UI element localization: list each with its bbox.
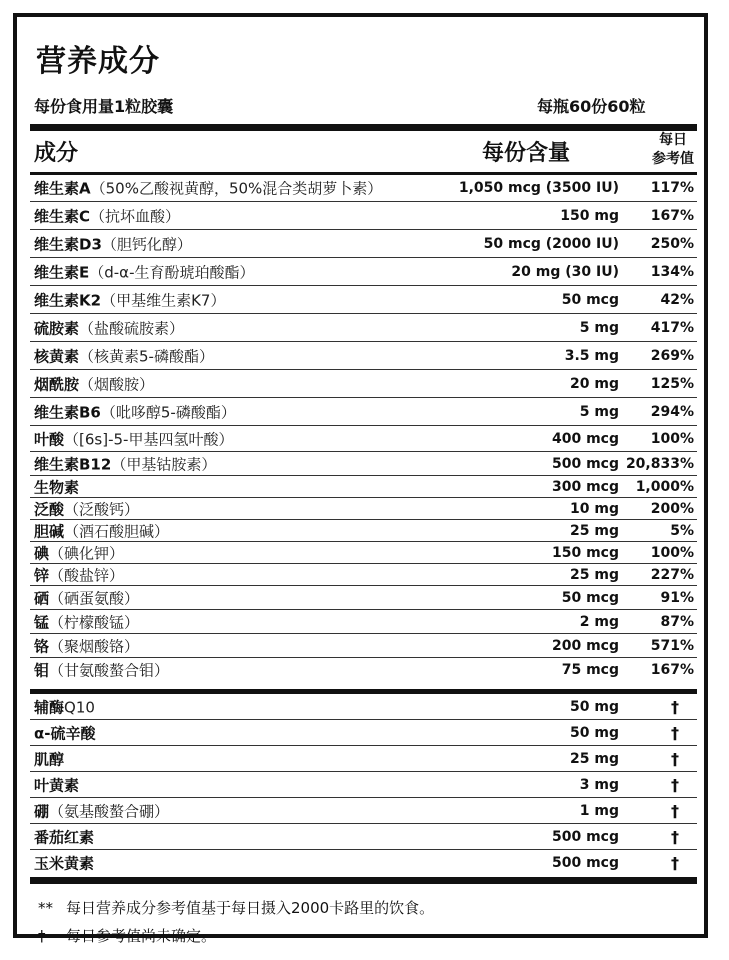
dagger-mark: † — [671, 853, 679, 873]
dagger-mark: † — [671, 827, 679, 846]
ingredient-source: Q10 — [64, 698, 95, 716]
nutrient-row — [30, 634, 697, 658]
ingredient-name: 维生素A — [34, 179, 91, 198]
nutrient-row — [30, 370, 697, 398]
other-ingredient-row — [30, 746, 697, 772]
nutrient-row — [30, 542, 697, 564]
amount-per-serving: 500 mcg — [551, 455, 619, 472]
ingredient-source: （盐酸硫胺素） — [79, 319, 185, 337]
ingredient-source: （甘氨酸螯合钼） — [49, 661, 170, 680]
ingredient-source: （酸盐锌） — [49, 566, 125, 584]
nutrient-row — [30, 230, 697, 258]
ingredient-name-cell — [34, 722, 96, 743]
daily-value-percent: 20,833% — [625, 455, 694, 472]
ingredient-source: （[6s]-5-甲基四氢叶酸） — [64, 430, 234, 448]
nutrient-row — [30, 452, 697, 476]
other-ingredient-row — [30, 694, 697, 720]
ingredient-name: 硒 — [34, 589, 50, 607]
ingredient-source: （聚烟酸铬） — [49, 637, 140, 655]
ingredient-source: （核黄素5-磷酸酯） — [79, 347, 214, 365]
ingredient-name: 泛酸 — [34, 500, 65, 518]
nutrient-row — [30, 658, 697, 682]
ingredient-name: 碘 — [34, 544, 50, 562]
amount-per-serving: 25 mg — [570, 566, 619, 583]
footnote-dv-not-established — [38, 925, 216, 946]
other-ingredient-row — [30, 720, 697, 746]
ingredient-name-cell — [34, 564, 124, 585]
ingredient-source: （烟酸胺） — [79, 375, 155, 393]
ingredient-name: 核黄素 — [34, 347, 80, 365]
daily-value-percent: 417% — [650, 319, 694, 336]
ingredient-name-cell — [34, 696, 95, 717]
dagger-mark: † — [671, 749, 679, 768]
other-ingredient-row — [30, 772, 697, 798]
nutrient-row — [30, 314, 697, 342]
amount-per-serving: 20 mg (30 IU) — [511, 263, 619, 280]
daily-value-percent: 227% — [650, 566, 694, 583]
ingredient-name: 叶黄素 — [34, 776, 80, 794]
ingredient-source: （硒蛋氨酸） — [49, 589, 140, 607]
ingredient-name: 胆碱 — [34, 522, 65, 540]
amount-per-serving: 5 mg — [579, 319, 619, 336]
ingredient-name: 番茄红素 — [34, 828, 95, 846]
daily-value-percent: 167% — [650, 207, 694, 224]
header-amount: 每份含量 — [482, 141, 571, 166]
daily-value-percent: 200% — [650, 500, 694, 517]
top-thick-rule — [30, 124, 697, 131]
daily-value-percent: 42% — [660, 291, 694, 308]
nutrient-row — [30, 564, 697, 586]
amount-per-serving: 50 mcg — [561, 589, 619, 606]
header-ingredient: 成分 — [34, 141, 79, 166]
daily-value-percent: 125% — [650, 375, 694, 392]
amount-per-serving: 400 mcg — [551, 430, 619, 447]
amount-per-serving: 500 mcg — [551, 855, 619, 871]
ingredient-source: （d-α-生育酚琥珀酸酯） — [89, 263, 255, 281]
dagger-mark: † — [671, 697, 679, 716]
nutrient-row — [30, 286, 697, 314]
dagger-mark: † — [671, 723, 679, 742]
ingredient-name-cell — [34, 428, 233, 449]
ingredient-source: （50%乙酸视黄醇，50%混合类胡萝卜素） — [90, 179, 383, 198]
page-title: 营养成分 — [36, 44, 160, 79]
ingredient-name-cell — [34, 800, 169, 821]
amount-per-serving: 10 mg — [570, 500, 619, 517]
nutrient-row — [30, 342, 697, 370]
ingredient-name-cell — [34, 289, 225, 310]
ingredient-name: 维生素D3 — [34, 235, 102, 253]
ingredient-name-cell — [34, 635, 139, 656]
ingredient-name-cell — [34, 317, 184, 338]
nutrient-row — [30, 258, 697, 286]
amount-per-serving: 5 mg — [579, 403, 619, 420]
ingredient-name: 硫胺素 — [34, 319, 80, 337]
daily-value-percent: 269% — [650, 347, 694, 364]
daily-value-percent: 250% — [650, 235, 694, 252]
amount-per-serving: 3.5 mg — [564, 347, 619, 364]
dagger-mark: † — [671, 775, 679, 794]
ingredient-name: 铬 — [34, 637, 50, 655]
other-ingredient-row — [30, 850, 697, 876]
ingredient-name-cell — [34, 453, 216, 474]
footnote-text: 每日参考值尚未确定。 — [66, 927, 217, 945]
bottom-thick-rule — [30, 877, 697, 884]
other-ingredient-row — [30, 798, 697, 824]
amount-per-serving: 500 mcg — [551, 828, 619, 845]
nutrient-row — [30, 498, 697, 520]
ingredient-name-cell — [34, 476, 79, 497]
ingredient-name-cell — [34, 748, 64, 769]
ingredient-name: 锌 — [34, 566, 50, 584]
ingredient-name: α-硫辛酸 — [34, 724, 96, 742]
amount-per-serving: 50 mcg — [561, 291, 619, 308]
ingredient-name-cell — [34, 178, 382, 199]
nutrient-row — [30, 476, 697, 498]
nutrient-row — [30, 520, 697, 542]
amount-per-serving: 150 mcg — [551, 544, 619, 561]
ingredient-name-cell — [34, 233, 192, 254]
amount-per-serving: 50 mcg (2000 IU) — [483, 235, 619, 252]
nutrient-row — [30, 398, 697, 426]
nutrient-table — [30, 175, 697, 682]
ingredient-name: 烟酰胺 — [34, 375, 80, 393]
ingredient-name-cell — [34, 542, 124, 563]
ingredient-name-cell — [34, 261, 255, 282]
amount-per-serving: 200 mcg — [551, 637, 619, 654]
daily-value-percent: 87% — [660, 613, 694, 630]
ingredient-source: （酒石酸胆碱） — [64, 522, 170, 540]
footnote-text: 每日营养成分参考值基于每日摄入2000卡路里的饮食。 — [66, 899, 435, 917]
ingredient-source: （胆钙化醇） — [101, 235, 192, 253]
nutrient-row — [30, 610, 697, 634]
ingredient-name-cell — [34, 826, 94, 847]
amount-per-serving: 75 mcg — [561, 662, 619, 678]
ingredient-source: （氨基酸螯合硼） — [49, 802, 170, 820]
ingredient-source: （甲基维生素K7） — [101, 291, 226, 309]
amount-per-serving: 25 mg — [570, 522, 619, 539]
amount-per-serving: 20 mg — [570, 375, 619, 392]
ingredient-name-cell — [34, 498, 139, 519]
nutrient-row — [30, 586, 697, 610]
amount-per-serving: 2 mg — [579, 613, 619, 630]
nutrient-row — [30, 175, 697, 202]
ingredient-name: 维生素B6 — [34, 403, 101, 421]
ingredient-name: 维生素C — [34, 207, 91, 225]
ingredient-source: （吡哆醇5-磷酸酯） — [100, 403, 236, 421]
amount-per-serving: 1 mg — [579, 802, 619, 819]
amount-per-serving: 3 mg — [579, 776, 619, 793]
amount-per-serving: 300 mcg — [551, 478, 619, 495]
amount-per-serving: 1,050 mcg (3500 IU) — [458, 180, 619, 196]
amount-per-serving: 150 mg — [560, 207, 619, 224]
ingredient-name: 辅酶 — [34, 698, 65, 716]
dagger-mark: † — [671, 801, 679, 820]
ingredient-name: 硼 — [34, 802, 50, 820]
nutrient-row — [30, 426, 697, 452]
ingredient-name: 叶酸 — [34, 430, 65, 448]
ingredient-source: （柠檬酸锰） — [49, 613, 140, 631]
ingredient-name-cell — [34, 660, 169, 681]
daily-value-percent: 91% — [660, 589, 694, 606]
ingredient-name: 维生素B12 — [34, 455, 112, 473]
ingredient-source: （泛酸钙） — [64, 500, 140, 518]
ingredient-name-cell — [34, 205, 180, 226]
nutrient-row — [30, 202, 697, 230]
header-dv-line2: 参考值 — [652, 151, 694, 167]
ingredient-name: 维生素K2 — [34, 291, 102, 309]
other-ingredients-table — [30, 694, 697, 876]
footnote-dv-basis — [38, 897, 434, 918]
ingredient-name-cell — [34, 587, 139, 608]
footnote-mark: ** — [38, 899, 53, 917]
daily-value-percent: 294% — [650, 403, 694, 420]
daily-value-percent: 1,000% — [635, 478, 694, 495]
amount-per-serving: 50 mg — [570, 724, 619, 741]
ingredient-source: （抗坏血酸） — [90, 207, 181, 225]
ingredient-name-cell — [34, 520, 169, 541]
daily-value-percent: 100% — [650, 544, 694, 561]
ingredient-name-cell — [34, 611, 139, 632]
ingredient-name-cell — [34, 774, 79, 795]
serving-size: 每份食用量1粒胶囊 — [34, 97, 174, 116]
ingredient-source: （甲基钴胺素） — [111, 455, 217, 473]
servings-per-container: 每瓶60份60粒 — [537, 97, 646, 116]
ingredient-name: 肌醇 — [34, 750, 65, 768]
ingredient-name: 维生素E — [34, 263, 90, 281]
daily-value-percent: 571% — [650, 637, 694, 654]
ingredient-name-cell — [34, 373, 154, 394]
ingredient-name: 锰 — [34, 613, 50, 631]
ingredient-name: 钼 — [34, 661, 50, 680]
daily-value-percent: 167% — [650, 662, 694, 678]
footnote-mark: † — [38, 927, 46, 945]
ingredient-name-cell — [34, 401, 236, 422]
ingredient-name: 玉米黄素 — [34, 854, 95, 873]
header-daily-value — [645, 131, 701, 169]
header-dv-line1: 每日 — [659, 132, 687, 148]
amount-per-serving: 25 mg — [570, 750, 619, 767]
ingredient-name-cell — [34, 345, 214, 366]
daily-value-percent: 117% — [650, 180, 694, 196]
ingredient-name-cell — [34, 853, 94, 874]
daily-value-percent: 134% — [650, 263, 694, 280]
ingredient-name: 生物素 — [34, 478, 80, 496]
daily-value-percent: 100% — [650, 430, 694, 447]
daily-value-percent: 5% — [670, 522, 694, 539]
ingredient-source: （碘化钾） — [49, 544, 125, 562]
amount-per-serving: 50 mg — [570, 698, 619, 715]
other-ingredient-row — [30, 824, 697, 850]
